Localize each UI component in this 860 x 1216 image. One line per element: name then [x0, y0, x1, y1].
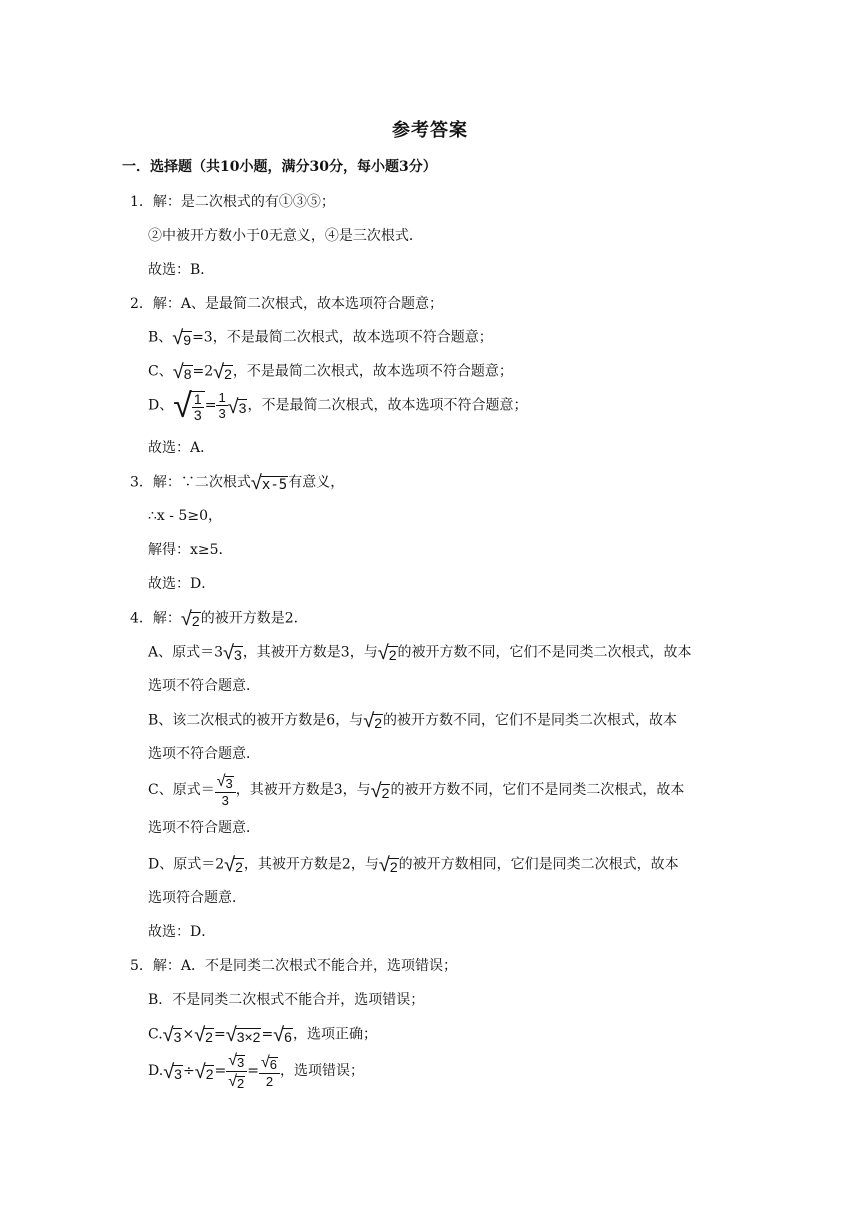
section-heading: 一．选择题（共10小题，满分30分，每小题3分）: [122, 159, 437, 175]
q3-line1: [130, 472, 344, 493]
q2-answer: 故选：A．: [148, 440, 215, 456]
q5-line2: B．不是同类二次根式不能合并，选项错误；: [148, 992, 425, 1008]
radicand: 8: [183, 365, 192, 382]
q4-c-text: 的被开方数不同，它们不是同类二次根式，故本: [390, 782, 685, 798]
q2-c-prefix: C、: [148, 363, 173, 380]
q5-d-prefix: D.: [148, 1063, 164, 1079]
sqrt-3-times-2: √3×2: [225, 1024, 261, 1047]
fraction-denominator: 3: [221, 793, 229, 808]
fraction-numerator: 1: [218, 390, 226, 406]
sqrt-2: √2: [194, 1061, 214, 1084]
q4-c-prefix: C、原式＝: [148, 782, 215, 798]
q2-line1: 2．解：A、是最简二次根式，故本选项符合题意；: [130, 296, 444, 312]
sqrt-9: √9: [172, 327, 192, 350]
q4-option-b-cont: 选项不符合题意．: [148, 746, 260, 762]
sqrt-one-third: √ $\frac{1}{3}$: [173, 388, 204, 423]
q4-b-text: 的被开方数不同，它们不是同类二次根式，故本: [382, 712, 677, 729]
q4-a-text: 的被开方数不同，它们不是同类二次根式，故本: [397, 644, 692, 661]
page-title: 参考答案: [392, 120, 468, 141]
fraction-one-third: [216, 390, 227, 421]
sqrt-2: √2: [378, 854, 398, 877]
radicand: 3: [238, 400, 247, 417]
divide-sign: ÷: [182, 1063, 195, 1079]
sqrt-6: √6: [273, 1024, 292, 1047]
radicand: 6: [269, 1057, 277, 1072]
q4-option-c: [148, 772, 684, 808]
fraction-denominator: 3: [218, 406, 226, 422]
radicand: 2: [388, 646, 397, 663]
sqrt-3: √3: [162, 1024, 182, 1047]
q1-line2: ②中被开方数小于0无意义，④是三次根式．: [148, 228, 423, 244]
sqrt-2: √2: [228, 1072, 245, 1091]
q3-answer: 故选：D．: [148, 576, 216, 592]
q4-option-a-cont: 选项不符合题意．: [148, 678, 260, 694]
radicand: 9: [183, 331, 192, 348]
q1-line1: 1．解：是二次根式的有①③⑤；: [130, 194, 335, 210]
q4-answer: 故选：D．: [148, 924, 216, 940]
q5-line1: 5．解：A．不是同类二次根式不能合并，选项错误；: [130, 958, 458, 974]
sqrt-2: √2: [213, 361, 232, 384]
q2-option-d: [148, 387, 528, 426]
radicand: 3: [237, 1054, 245, 1070]
sqrt-3: √3: [223, 642, 242, 665]
radicand: x-5: [261, 476, 288, 493]
times-sign: ×: [182, 1026, 195, 1043]
q4-d-mid: ，其被开方数是2，与: [243, 856, 379, 873]
q2-b-prefix: B、: [148, 329, 173, 346]
equals-sign: =: [247, 1063, 259, 1079]
q5-d-text: ，选项错误；: [279, 1063, 364, 1079]
q4-a-prefix: A、原式＝3: [148, 644, 224, 661]
q4-c-mid: ，其被开方数是3，与: [235, 782, 371, 798]
sqrt-3: √3: [163, 1061, 182, 1084]
equals-sign: =: [214, 1063, 227, 1079]
q2-c-text: ，不是最简二次根式，故本选项不符合题意；: [232, 363, 513, 380]
radicand: 2: [205, 1028, 213, 1045]
radicand: 2: [224, 365, 232, 382]
radicand: 3: [174, 1065, 182, 1082]
radicand: 3: [173, 1028, 182, 1045]
q4-a-mid: ，其被开方数是3，与: [242, 644, 378, 661]
q3-l1-text: 有意义，: [288, 474, 345, 491]
q2-option-c: [148, 361, 513, 382]
q5-c-prefix: C.: [148, 1026, 163, 1043]
q4-option-d: [148, 854, 679, 875]
q4-b-prefix: B、该二次根式的被开方数是6，与: [148, 712, 364, 729]
q4-line1: [130, 608, 308, 629]
radicand: 2: [389, 858, 398, 875]
q2-option-b: [148, 327, 493, 348]
q3-l1-prefix: 3．解：∵二次根式: [130, 474, 251, 491]
equals-sign: =: [261, 1026, 274, 1043]
q2-b-text: =3，不是最简二次根式，故本选项不符合题意；: [192, 329, 493, 346]
fraction-denominator: 3: [193, 407, 202, 424]
radicand: 6: [284, 1028, 292, 1045]
q4-option-b: [148, 710, 677, 731]
radicand: 3×2: [236, 1028, 261, 1045]
radicand: 2: [237, 1075, 245, 1091]
q4-d-text: 的被开方数相同，它们是同类二次根式，故本: [398, 856, 679, 873]
q2-d-prefix: D、: [148, 397, 174, 414]
q5-option-c: [148, 1024, 377, 1045]
sqrt-6: √6: [260, 1054, 277, 1072]
q3-line2: ∴x - 5≥0，: [148, 508, 222, 524]
radicand: 3: [234, 646, 242, 663]
sqrt-2: √2: [377, 642, 397, 665]
q3-line3: 解得：x≥5．: [148, 542, 233, 558]
radicand: 2: [205, 1065, 214, 1082]
radicand: 3: [225, 776, 233, 791]
equals-sign: =: [213, 1026, 226, 1043]
radicand: 2: [381, 784, 390, 801]
radicand: 2: [235, 858, 243, 875]
q4-l1-prefix: 4．解：: [130, 610, 181, 627]
q4-l1-text: 的被开方数是2．: [200, 610, 308, 627]
sqrt-2: √2: [180, 608, 200, 631]
q1-answer: 故选：B．: [148, 262, 215, 278]
sqrt-2: √2: [370, 780, 390, 803]
sqrt-2: √2: [194, 1024, 213, 1047]
radicand: 2: [374, 714, 382, 731]
fraction-sqrt3-over-3: [215, 772, 236, 808]
fraction-sqrt3-over-sqrt2: [226, 1051, 247, 1092]
sqrt-3: √3: [227, 395, 247, 418]
q4-option-a: [148, 642, 692, 663]
fraction-denominator: 2: [265, 1074, 274, 1089]
sqrt-2: √2: [224, 854, 243, 877]
q4-option-c-cont: 选项不符合题意．: [148, 820, 260, 836]
sqrt-2: √2: [363, 710, 382, 733]
sqrt-3: √3: [216, 773, 233, 791]
q4-d-prefix: D、原式＝2: [148, 856, 225, 873]
q2-c-eq: =2: [192, 363, 214, 380]
fraction-numerator: 1: [193, 391, 202, 408]
sqrt-8: √8: [172, 361, 192, 384]
q4-option-d-cont: 选项符合题意．: [148, 890, 246, 906]
sqrt-x-minus-5: √x-5: [250, 472, 288, 495]
fraction-sqrt6-over-2: [259, 1053, 280, 1089]
q5-c-text: ，选项正确；: [292, 1026, 377, 1043]
radicand: 2: [191, 612, 200, 629]
q5-option-d: [148, 1050, 364, 1092]
q2-d-text: ，不是最简二次根式，故本选项不符合题意；: [247, 397, 528, 414]
sqrt-3: √3: [228, 1051, 245, 1070]
q2-d-eq: =: [204, 397, 217, 414]
